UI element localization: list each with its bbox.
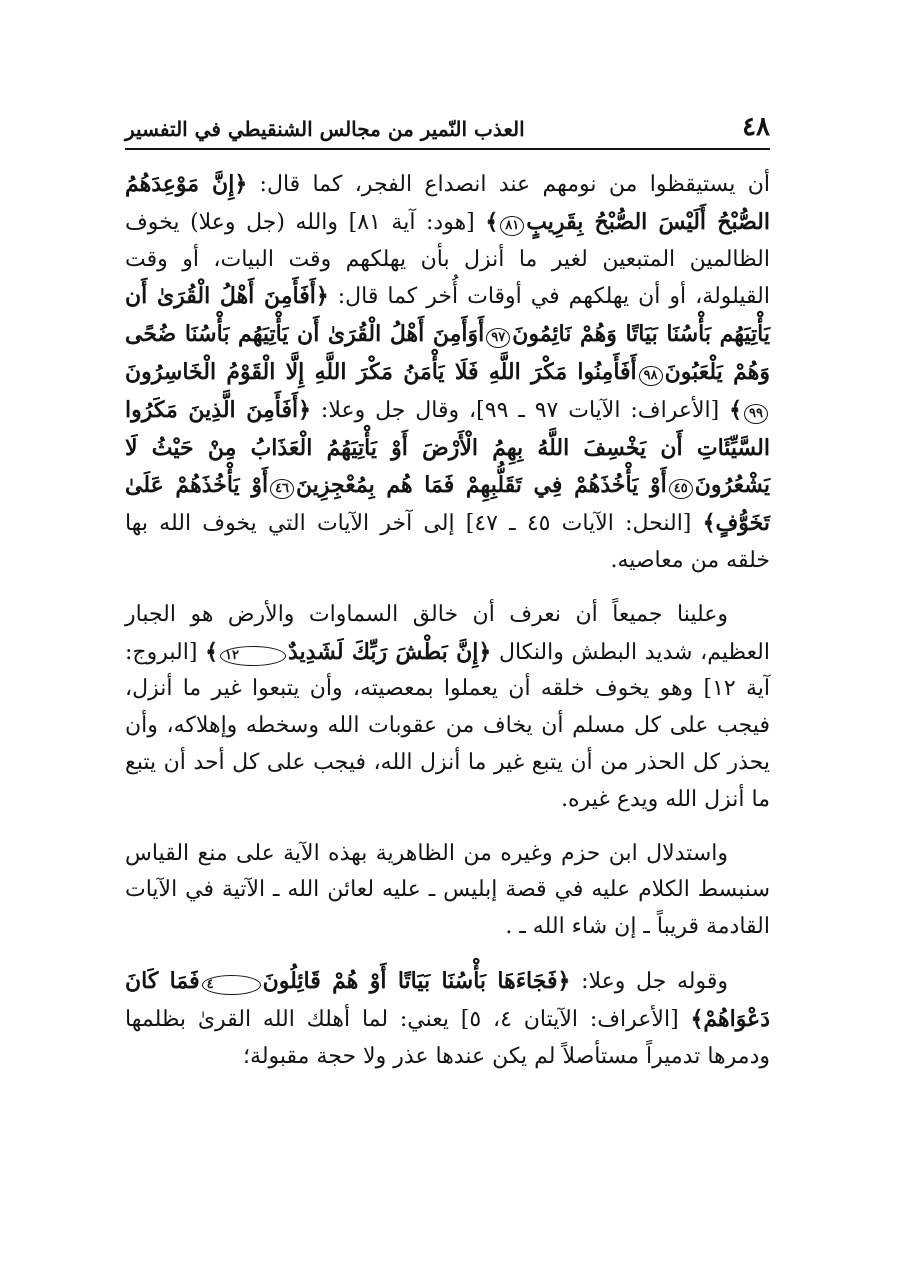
paragraph-3: واستدلال ابن حزم وغيره من الظاهرية بهذه الآية على منع القياس سنبسط الكلام عليه في قصة إبليس ـ عليه لعائن الله ـ الآتية في الآيات القادمة قريباً ـ إن شاء الله ـ . — [125, 840, 770, 940]
ayah-number-marker: ٨١ — [500, 216, 524, 236]
text-run: [هود: آية ٨١] والله (جل وعلا) يخوف الظالمين المتبعين لغير ما أنزل بأن يهلكهم وقت البيات، أو وقت القيلولة، أو أن يهلكهم في أوقات أُخر كما قال: — [125, 209, 770, 310]
text-run: [الأعراف: الآيتان ٤، ٥] يعني: لما أهلك الله القرىٰ بظلمها ودمرها تدميراً مستأصلاً لم يكن عندها عذر ولا حجة مقبولة؛ — [125, 1006, 770, 1069]
running-title: العذب النّمير من مجالس الشنقيطي في التفسير — [125, 117, 525, 141]
ayah-number-marker: ٩٨ — [639, 366, 663, 386]
paragraph-4 — [125, 963, 770, 1075]
verse-close-bracket: ﴾ — [485, 208, 499, 235]
page-body — [125, 166, 770, 1075]
paragraph-2 — [125, 597, 770, 819]
ayah-number-marker: ١٢ — [220, 646, 286, 666]
quran-verse: فَمَا كَانَ دَعْوَاهُمْ﴾ — [125, 967, 770, 1032]
ayah-number-marker: ٩٧ — [486, 328, 510, 348]
ayah-number-marker: ٤ — [202, 975, 261, 995]
quran-verse: ﴿إِنَّ بَطْشَ رَبِّكَ لَشَدِيدٌ — [287, 638, 492, 665]
quran-verse: ﴿أَفَأَمِنَ أَهْلُ الْقُرَىٰ أَن يَأْتِيَهُم بَأْسُنَا بَيَاتًا وَهُمْ نَائِمُونَ — [125, 283, 770, 348]
quran-verse: ﴿فَجَاءَهَا بَأْسُنَا بَيَاتًا أَوْ هُمْ قَائِلُونَ — [262, 967, 571, 994]
verse-close-bracket: ﴾ — [205, 638, 218, 665]
ayah-number-marker: ٩٩ — [744, 404, 768, 424]
ayah-number-marker: ٤٦ — [270, 479, 294, 499]
quran-verse: أَوْ يَأْخُذَهُمْ عَلَىٰ تَخَوُّفٍ﴾ — [125, 472, 770, 537]
quran-verse: أَوَأَمِنَ أَهْلُ الْقُرَىٰ أَن يَأْتِيَهُم بَأْسُنَا ضُحًى وَهُمْ يَلْعَبُونَ — [125, 321, 770, 385]
quran-verse: ﴿إِنَّ مَوْعِدَهُمُ الصُّبْحُ أَلَيْسَ الصُّبْحُ بِقَرِيبٍ — [125, 171, 770, 235]
quran-verse: أَوْ يَأْخُذَهُمْ فِي تَقَلُّبِهِمْ فَمَا هُم بِمُعْجِزِينَ — [296, 472, 667, 499]
verse-close-bracket: ﴾ — [729, 396, 743, 423]
ayah-number-marker: ٤٥ — [669, 479, 693, 499]
text-run: [البروج: آية ١٢] وهو يخوف خلقه أن يعملوا بمعصيته، وأن يتبعوا غير ما أنزل، فيجب على كل مسلم أن يخاف من عقوبات الله وسخطه وإهلاكه، وأن يحذر كل الحذر من أن يتبع غير ما أنزل الله، فيجب على كل أحد أن يتبع ما أنزل الله ويدع غيره. — [125, 639, 771, 812]
text-run: وعلينا جميعاً أن نعرف أن خالق السماوات والأرض هو الجبار العظيم، شديد البطش والنكال — [125, 601, 770, 665]
header-divider — [125, 148, 770, 150]
paragraph-1 — [125, 166, 770, 580]
page-number: ٤٨ — [742, 112, 770, 142]
page-header — [125, 110, 770, 144]
text-run: [النحل: الآيات ٤٥ ـ ٤٧] إلى آخر الآيات التي يخوف الله بها خلقه من معاصيه. — [125, 511, 770, 573]
quran-verse: ﴿أَفَأَمِنَ الَّذِينَ مَكَرُوا السَّيِّئَاتِ أَن يَخْسِفَ اللَّهُ بِهِمُ الْأَرْضَ أَوْ يَأْتِيَهُمُ الْعَذَابُ مِنْ حَيْثُ لَا يَشْعُرُونَ — [125, 396, 770, 499]
text-run: [الأعراف: الآيات ٩٧ ـ ٩٩]، وقال جل وعلا: — [310, 397, 730, 423]
quran-verse: أَفَأَمِنُوا مَكْرَ اللَّهِ فَلَا يَأْمَنُ مَكْرَ اللَّهِ إِلَّا الْقَوْمُ الْخَاسِرُونَ — [125, 358, 637, 385]
text-run: أن يستيقظوا من نومهم عند انصداع الفجر، كما قال: — [247, 172, 770, 197]
text-run: وقوله جل وعلا: — [570, 968, 728, 994]
